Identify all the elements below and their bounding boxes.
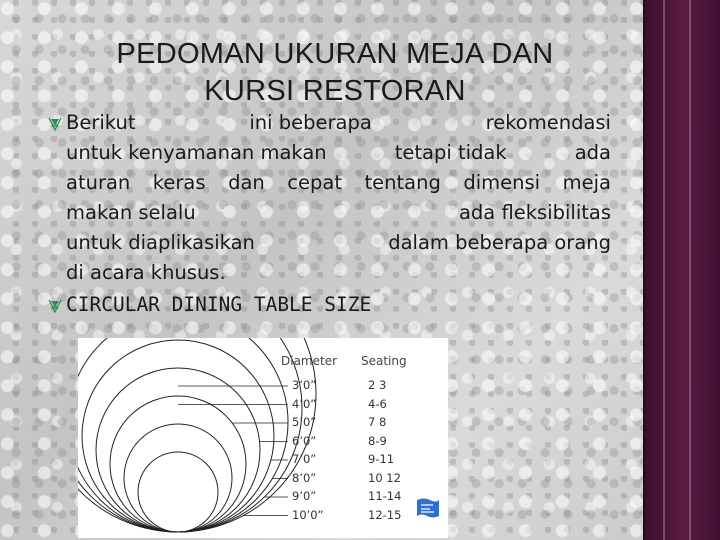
circular-table-size-diagram [78, 338, 448, 538]
para-line: aturan keras dan cepat tentang dimensi meja [66, 171, 611, 194]
diameter-value: 7’0” [292, 452, 317, 466]
decorative-sidebar [643, 0, 720, 540]
para-text: makan selalu [66, 201, 196, 224]
para-text: ada [574, 141, 611, 164]
para-line [66, 198, 611, 228]
bullet-paragraph [56, 108, 611, 288]
seating-value: 10 12 [368, 470, 401, 485]
table-circle-4 [96, 368, 260, 532]
para-line: di acara khusus. [66, 261, 226, 284]
seating-value: 7 8 [368, 415, 387, 429]
seating-value: 9-11 [368, 452, 395, 466]
para-line [66, 108, 611, 138]
para-text: dalam beberapa orang [388, 231, 611, 254]
para-text: Berikut [66, 111, 136, 134]
seating-value: 2 3 [368, 378, 387, 392]
para-text: ini beberapa [249, 111, 372, 134]
para-line [66, 138, 611, 168]
diameter-value: 10’0” [292, 507, 324, 522]
para-text: untuk diaplikasikan [66, 231, 255, 254]
para-text: rekomendasi [485, 111, 611, 134]
seating-value: 4-6 [368, 396, 387, 411]
diamond-bullet-icon [48, 290, 64, 320]
diameter-value: 9’0” [292, 489, 317, 503]
seating-value: 12-15 [368, 507, 402, 522]
seating-value: 8-9 [368, 433, 387, 448]
diameter-header: Diameter [281, 354, 338, 368]
diameter-value: 4’0” [292, 396, 317, 411]
para-text: untuk kenyamanan makan [66, 141, 327, 164]
diameter-value: 8’0” [292, 470, 317, 485]
bullet-heading [56, 290, 611, 320]
para-line [66, 228, 611, 258]
table-circle-3 [110, 396, 246, 532]
seating-header: Seating [361, 354, 407, 368]
diameter-value: 5’0” [292, 415, 317, 429]
table-circle-1 [138, 452, 218, 532]
slide-body [56, 108, 611, 320]
para-text: tetapi tidak [394, 141, 507, 164]
title-line-1: PEDOMAN UKURAN MEJA DAN [116, 38, 554, 70]
diameter-value: 6’0” [292, 433, 317, 448]
circular-table-heading: CIRCULAR DINING TABLE SIZE [66, 293, 372, 316]
sidebar-stripe [663, 0, 665, 540]
diamond-bullet-icon [48, 108, 64, 138]
para-text: ada fleksibilitas [458, 201, 611, 224]
diameter-value: 3’0” [292, 378, 317, 392]
table-circle-5 [82, 340, 274, 532]
blueprint-logo-icon [414, 494, 442, 522]
sidebar-stripe [689, 0, 691, 540]
slide-title [70, 36, 600, 110]
title-line-2: KURSI RESTORAN [204, 75, 466, 107]
seating-value: 11-14 [368, 489, 402, 503]
